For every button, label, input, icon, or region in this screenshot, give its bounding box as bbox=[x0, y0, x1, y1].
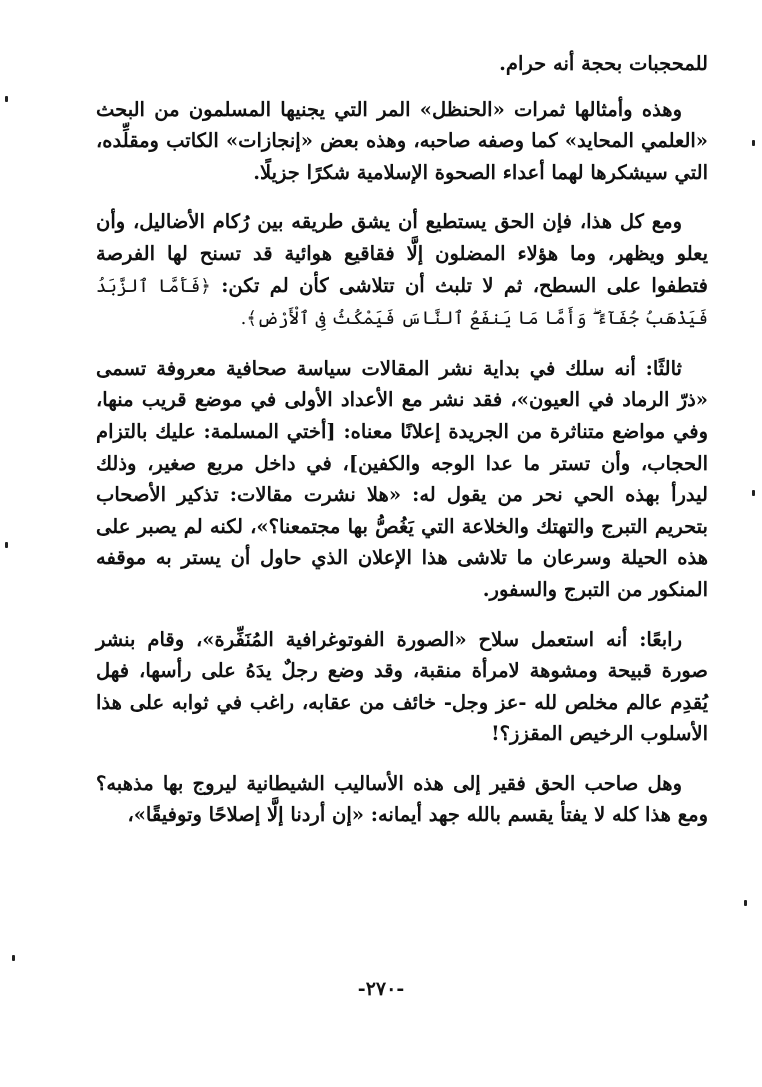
paragraph-fourth: رابعًا: أنه استعمل سلاح «الصورة الفوتوغرافية المُنَفِّرة»، وقام بنشر صورة قبيحة ومشوهة لامرأة منقبة، وقد وضع رجلٌ يدَهُ على رأسها، فهل يُقدِم عالم مخلص لله -عز وجل- خائف من عقابه، راغب في ثوابه على هذا الأسلوب الرخيص المقزز؟! bbox=[96, 627, 708, 746]
scan-mark-right-1 bbox=[752, 140, 755, 146]
paragraph-third: ثالثًا: أنه سلك في بداية نشر المقالات سياسة صحافية معروفة تسمى «ذرّ الرماد في العيون»، فقد نشر مع الأعداد الأولى في موضع قريب منها، وفي مواضع متناثرة من الجريدة إعلانًا معناه: [أختي المسلمة: عليك بالتزام الحجاب، وأن تستر ما عدا الوجه والكفين]، في داخل مربع صغير، وذلك ليدرأ بهذه الحي نحر من يقول له: «هلا نشرت مقالات: تذكير الأصحاب بتحريم التبرج والتهتك والخلاعة التي يَغُصُّ بها مجتمعنا؟»، لكنه لم يصبر على هذه الحيلة وسرعان ما تلاشى هذا الإعلان الذي حاول أن يستر به موقفه المنكور من التبرج والسفور. bbox=[96, 356, 708, 601]
scan-mark-right-2 bbox=[752, 490, 755, 496]
scan-mark-left-1 bbox=[5, 96, 8, 102]
paragraph-truth bbox=[96, 206, 708, 334]
page-number: -٢٧٠- bbox=[357, 978, 405, 1000]
paragraph-fifth: وهل صاحب الحق فقير إلى هذه الأساليب الشيطانية ليروج بها مذهبه؟ ومع هذا كله لا يفتأ يقسم بالله جهد أيمانه: «إن أردنا إلَّا إصلاحًا وتوفيقًا»، bbox=[96, 771, 708, 827]
scan-mark-left-3 bbox=[12, 955, 15, 961]
page-body bbox=[96, 48, 708, 831]
paragraph-fruits: وهذه وأمثالها ثمرات «الحنظل» المر التي يجنيها المسلمون من البحث «العلمي المحايد» كما وصفه صاحبه، وهذه بعض «إنجازات» الكاتب ومقلِّده، التي سيشكرها لهما أعداء الصحوة الإسلامية شكرًا جزيلًا. bbox=[96, 97, 708, 184]
scan-mark-right-3 bbox=[744, 900, 747, 906]
paragraph-continuation: للمحجبات بحجة أنه حرام. bbox=[499, 52, 708, 75]
paragraph-truth-text: ومع كل هذا، فإن الحق يستطيع أن يشق طريقه بين رُكام الأضاليل، وأن يعلو ويظهر، وما هؤلاء المضلون إلَّا فقاقيع هوائية قد تسنح لها الفرصة فتطفوا على السطح، ثم لا تلبث أن تتلاشى كأن لم تكن: bbox=[96, 210, 708, 297]
quran-verse: ﴿فَأَمَّا ٱلزَّبَدُ فَيَذْهَبُ جُفَآءً ۖ وَأَمَّا مَا يَنفَعُ ٱلنَّاسَ فَيَمْكُثُ فِى ٱلْأَرْضِ﴾. bbox=[96, 275, 708, 330]
scan-mark-left-2 bbox=[5, 542, 8, 548]
